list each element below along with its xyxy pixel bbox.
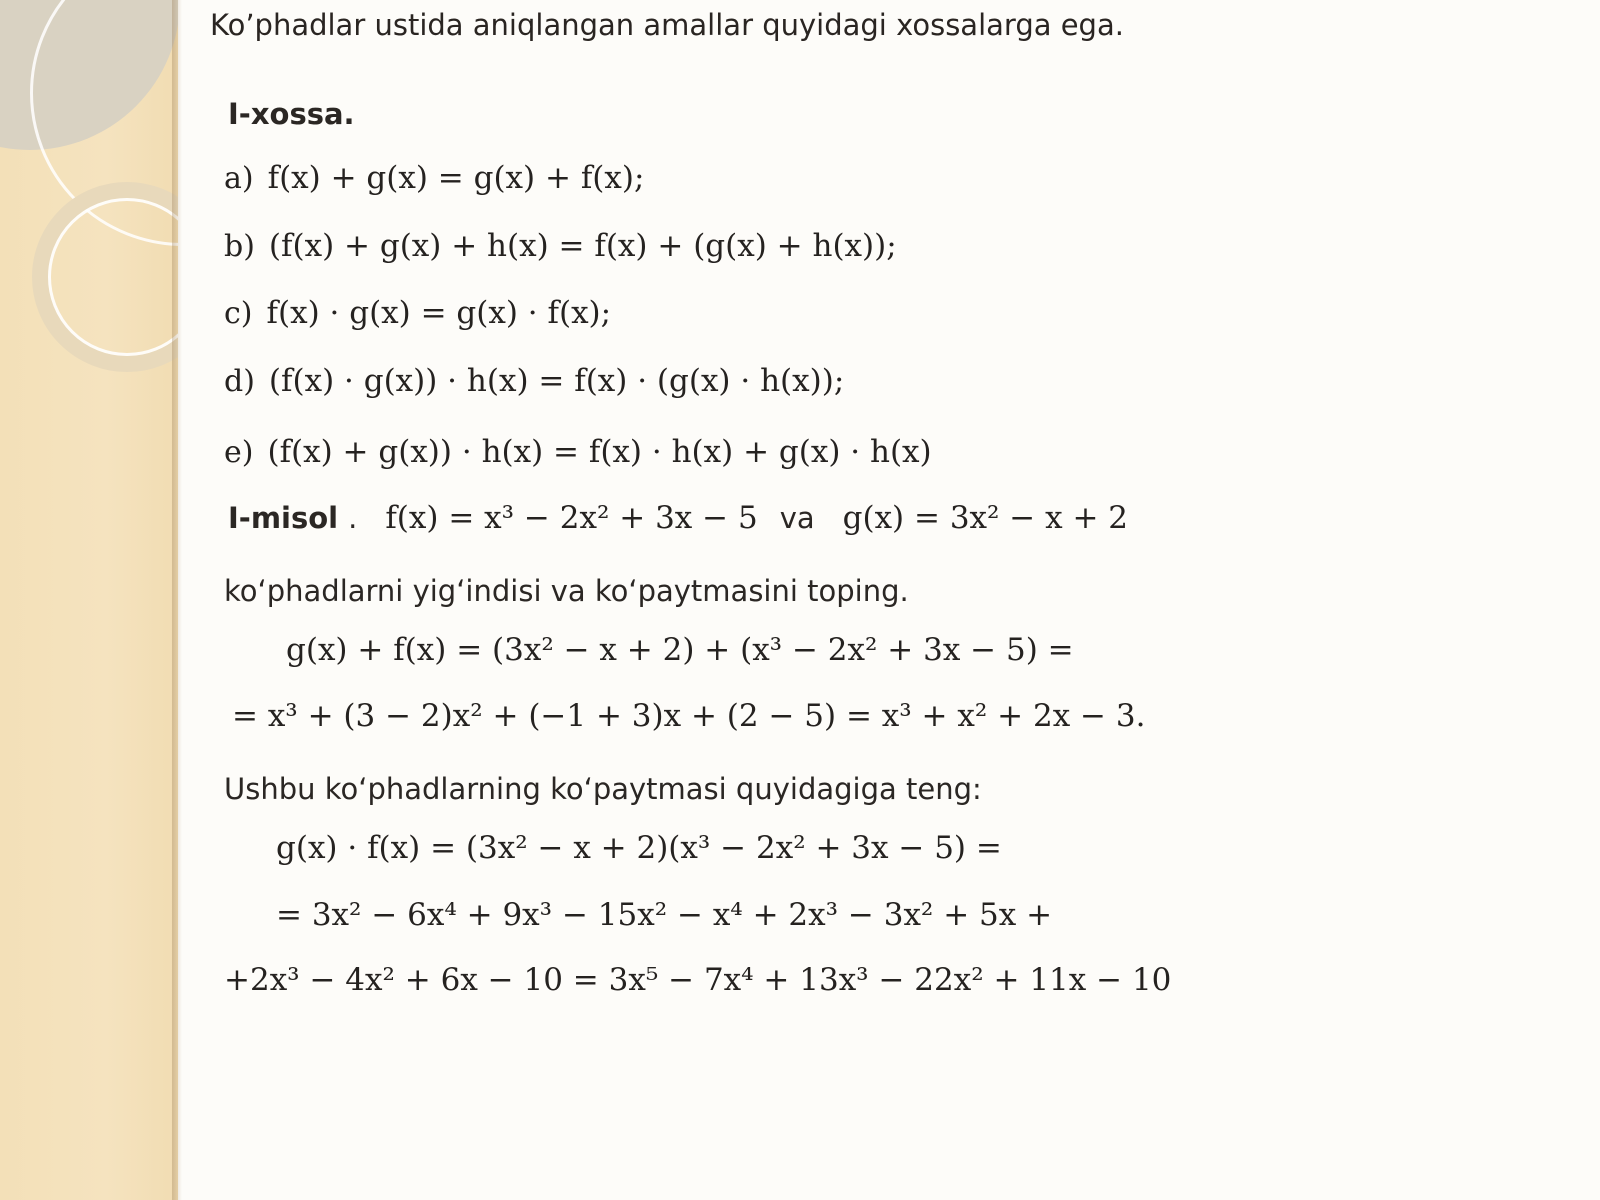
example-dot: . — [348, 501, 358, 535]
slide-content — [210, 0, 1570, 1200]
property-formula: (f(x) + g(x)) · h(x) = f(x) · h(x) + g(x) · h(x) — [267, 434, 932, 470]
property-formula: f(x) + g(x) = g(x) + f(x); — [267, 160, 645, 196]
g-definition: g(x) = 3x² − x + 2 — [842, 500, 1129, 536]
property-e — [224, 434, 932, 470]
connector-word: va — [779, 501, 815, 535]
f-definition: f(x) = x³ − 2x² + 3x − 5 — [385, 500, 758, 536]
sum-line-2: = x³ + (3 − 2)x² + (−1 + 3)x + (2 − 5) = x³ + x² + 2x − 3. — [232, 698, 1146, 734]
example-task: ko‘phadlarni yig‘indisi va ko‘paytmasini toping. — [224, 574, 909, 608]
property-label: c) — [224, 296, 253, 331]
property-label: a) — [224, 161, 254, 196]
example-statement — [228, 500, 1128, 536]
decorative-sidebar — [0, 0, 178, 1200]
property-formula: (f(x) + g(x) + h(x) = f(x) + (g(x) + h(x)); — [268, 228, 897, 264]
product-line-1: g(x) · f(x) = (3x² − x + 2)(x³ − 2x² + 3x − 5) = — [276, 830, 1002, 866]
property-d — [224, 363, 844, 399]
property-formula: (f(x) · g(x)) · h(x) = f(x) · (g(x) · h(x)); — [268, 363, 845, 399]
product-line-3: +2x³ − 4x² + 6x − 10 = 3x⁵ − 7x⁴ + 13x³ − 22x² + 11x − 10 — [224, 962, 1172, 998]
intro-text: Ko’phadlar ustida aniqlangan amallar quyidagi xossalarga ega. — [210, 8, 1124, 42]
property-label: e) — [224, 435, 254, 470]
property-label: d) — [224, 364, 255, 399]
property-formula: f(x) · g(x) = g(x) · f(x); — [266, 295, 612, 331]
property-b — [224, 228, 897, 264]
sum-line-1: g(x) + f(x) = (3x² − x + 2) + (x³ − 2x² + 3x − 5) = — [286, 632, 1074, 668]
property-c — [224, 295, 611, 331]
property-label: b) — [224, 229, 255, 264]
property-a — [224, 160, 644, 196]
product-line-2: = 3x² − 6x⁴ + 9x³ − 15x² − x⁴ + 2x³ − 3x² + 5x + — [276, 897, 1053, 933]
property-title: I-xossa. — [228, 97, 355, 131]
sidebar-shadow — [172, 0, 182, 1200]
example-title: I-misol — [228, 501, 339, 535]
product-intro: Ushbu ko‘phadlarning ko‘paytmasi quyidagiga teng: — [224, 772, 982, 806]
